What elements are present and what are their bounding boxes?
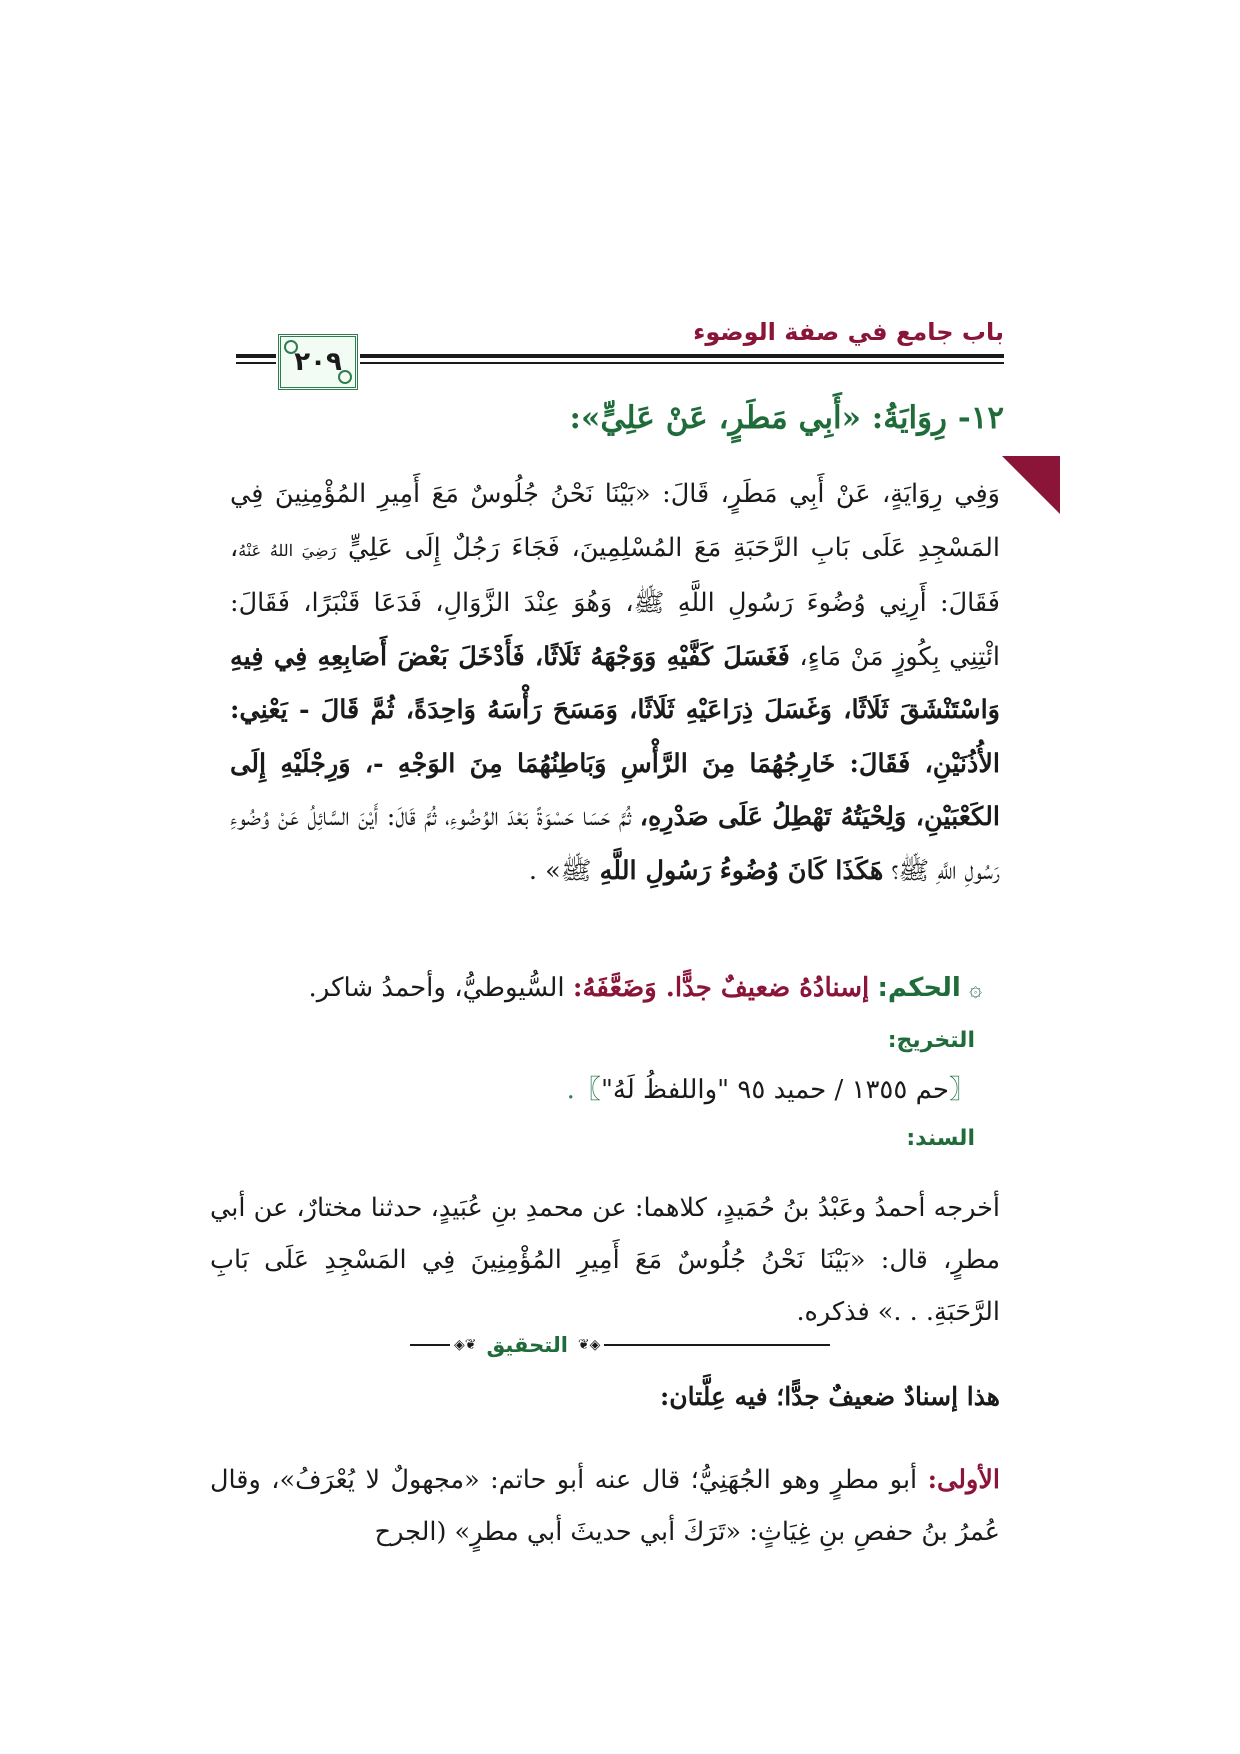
entry-title: ١٢- رِوَايَةُ: «أَبِي مَطَرٍ، عَنْ عَلِيٍّ»: (569, 400, 1004, 436)
first-defect-label: الأولى: (927, 1465, 1001, 1495)
takhrij-text: حم ١٣٥٥ / حميد ٩٥ "واللفظُ لَهُ" (600, 1075, 949, 1105)
header-rule-right (360, 354, 1004, 358)
ruling-line (308, 968, 982, 1010)
hadith-part-6: » . (528, 855, 561, 886)
header-rule-right-thin (360, 362, 1004, 364)
header-rule-left-thin (236, 362, 276, 364)
ruling-names: السُّيوطيُّ، وأحمدُ شاكر. (308, 973, 565, 1003)
first-defect (210, 1454, 1000, 1558)
bracket-close: 〗. (566, 1075, 601, 1105)
tahqiq-summary: هذا إسنادٌ ضعيفٌ جدًّا؛ فيه عِلَّتان: (660, 1382, 1000, 1411)
hadith-part-4: ثُمَّ حَسَا حَسْوَةً بَعْدَ الوُضُوءِ، ثُمَّ قَالَ: أَيْنَ السَّائِلُ عَنْ وُضُوءِ رَسُولِ اللَّهِ (230, 802, 1000, 886)
ruling-label: الحكم: (877, 973, 961, 1003)
hadith-bold-2: هَكَذَا كَانَ وُضُوءُ رَسُولِ اللَّهِ (599, 855, 884, 886)
running-title: باب جامع في صفة الوضوء (693, 318, 1004, 346)
sanad-text: أخرجه أحمدُ وعَبْدُ بنُ حُمَيدٍ، كلاهما: عن محمدِ بنِ عُبَيدٍ، حدثنا مختارٌ، عن أبي مطرٍ، قال: «بَيْنَا نَحْنُ جُلُوسٌ مَعَ أَمِيرِ المُؤْمِنِينَ فِي المَسْجِدِ عَلَى بَابِ الرَّحَبَةِ. . .» فذكره. (210, 1193, 1000, 1327)
takhrij-heading: التخريج: (887, 1028, 975, 1053)
ruling-verdict: إسنادُهُ ضعيفٌ جدًّا. وَضَعَّفَهُ: (572, 973, 870, 1003)
tahqiq-heading: التحقيق (486, 1333, 568, 1357)
divider-ornament-icon: ◈❦ (577, 1337, 601, 1353)
divider-line-right (410, 1344, 450, 1346)
sanad-heading: السند: (906, 1126, 975, 1151)
page-number-frame (278, 334, 358, 390)
bracket-open: 〖 (948, 1075, 975, 1105)
divider-ornament-icon: ❦◈ (454, 1337, 477, 1353)
hadith-part-3: ، وَهُوَ عِنْدَ الزَّوَالِ، فَدَعَا قَنْبَرًا، فَقَالَ: ائْتِنِي بِكُوزٍ مَنْ مَاءٍ، (230, 588, 1001, 672)
page-number: ٢٠٩ (294, 347, 342, 377)
ornament-icon: ۞ (969, 977, 982, 1002)
salla-symbol-1: ﷺ (633, 588, 665, 618)
hadith-part-1: وَفِي رِوَايَةٍ، عَنْ أَبِي مَطَرٍ، قَالَ: «بَيْنَا نَحْنُ جُلُوسٌ مَعَ أَمِيرِ المُؤْمِنِينَ فِي المَسْجِدِ عَلَى بَابِ الرَّحَبَةِ مَعَ المُسْلِمِينَ، فَجَاءَ رَجُلٌ إِلَى عَلِيٍّ (230, 479, 1000, 563)
first-defect-text: أبو مطرٍ وهو الجُهَنِيُّ؛ قال عنه أبو حاتم: «مجهولٌ لا يُعْرَفُ»، وقال عُمرُ بنُ حفصِ بنِ غِيَاثٍ: «تَرَكَ أبي حديثَ أبي مطرٍ» (الجرح (210, 1465, 1000, 1547)
radiyallah-symbol: رَضِيَ اللهُ عَنْهُ (238, 540, 337, 560)
hadith-part-5: ؟ (891, 855, 899, 886)
hadith-text (230, 468, 1000, 898)
divider-line-left (604, 1344, 830, 1346)
takhrij-line (567, 1070, 975, 1110)
header-rule-left (236, 354, 276, 358)
hadith-part-2: ، فَقَالَ: أَرِنِي وُضُوءَ رَسُولِ اللَّهِ (230, 532, 1000, 618)
tahqiq-divider (410, 1330, 830, 1360)
corner-ornament (1002, 456, 1060, 514)
salla-symbol-2: ﷺ (898, 855, 930, 886)
salla-symbol-3: ﷺ (560, 855, 592, 886)
hadith-bold-1: فَغَسَلَ كَفَّيْهِ وَوَجْهَهُ ثَلَاثًا، فَأَدْخَلَ بَعْضَ أَصَابِعِهِ فِي فِيهِ وَاسْتَنْشَقَ ثَلَاثًا، وَغَسَلَ ذِرَاعَيْهِ ثَلَاثًا، وَمَسَحَ رَأْسَهُ وَاحِدَةً، ثُمَّ قَالَ - يَعْنِي: الأُذُنَيْنِ، فَقَالَ: خَارِجُهُمَا مِنَ الرَّأْسِ وَبَاطِنُهُمَا مِنَ الوَجْهِ -، وَرِجْلَيْهِ إِلَى الكَعْبَيْنِ، وَلِحْيَتُهُ تَهْطِلُ عَلَى صَدْرِهِ، (230, 641, 1000, 832)
